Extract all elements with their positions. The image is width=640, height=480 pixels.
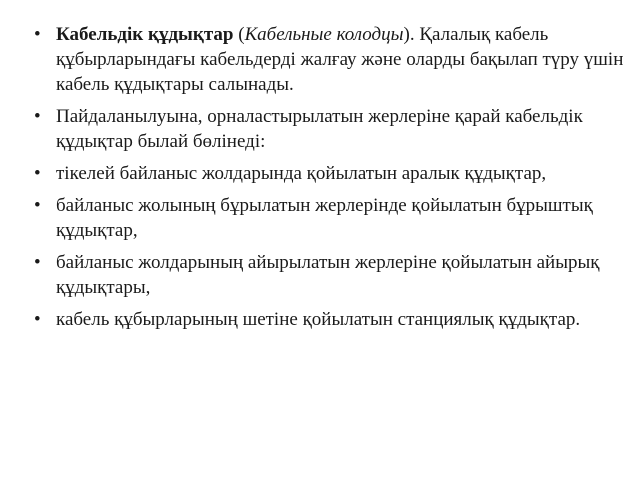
paren-close: ). xyxy=(403,24,415,45)
list-item xyxy=(34,161,624,186)
list-item xyxy=(34,104,624,154)
list-item xyxy=(34,307,624,332)
list-item xyxy=(34,22,624,97)
item-text: тікелей байланыс жолдарында қойылатын аралык құдықтар, xyxy=(56,163,547,184)
item-text: байланыс жолдарының айырылатын жерлеріне қойылатын айырық құдықтары, xyxy=(56,252,600,298)
bullet-list xyxy=(34,22,624,339)
bullet-dot-icon: • xyxy=(34,163,41,184)
bullet-dot-icon: • xyxy=(34,106,41,127)
item-text: кабель құбырларының шетіне қойылатын станциялық құдықтар. xyxy=(56,309,581,330)
paren-open: ( xyxy=(233,24,245,45)
russian-term: Кабельные колодцы xyxy=(244,24,404,45)
bullet-dot-icon: • xyxy=(34,252,41,273)
term-bold: Кабельдік құдықтар xyxy=(56,24,234,45)
item-text: Пайдаланылуына, орналастырылатын жерлеріне қарай кабельдік құдықтар былай бөлінеді: xyxy=(56,106,583,152)
bullet-dot-icon: • xyxy=(34,309,41,330)
bullet-dot-icon: • xyxy=(34,24,41,45)
list-item xyxy=(34,193,624,243)
item-text: байланыс жолының бұрылатын жерлерінде қойылатын бұрыштық құдықтар, xyxy=(56,195,593,241)
item-text: Қалалық кабель құбырларындағы кабельдерді жалғау және оларды бақылап түру үшін кабель құдықтары салынады. xyxy=(56,24,624,95)
list-item xyxy=(34,250,624,300)
bullet-dot-icon: • xyxy=(34,195,41,216)
